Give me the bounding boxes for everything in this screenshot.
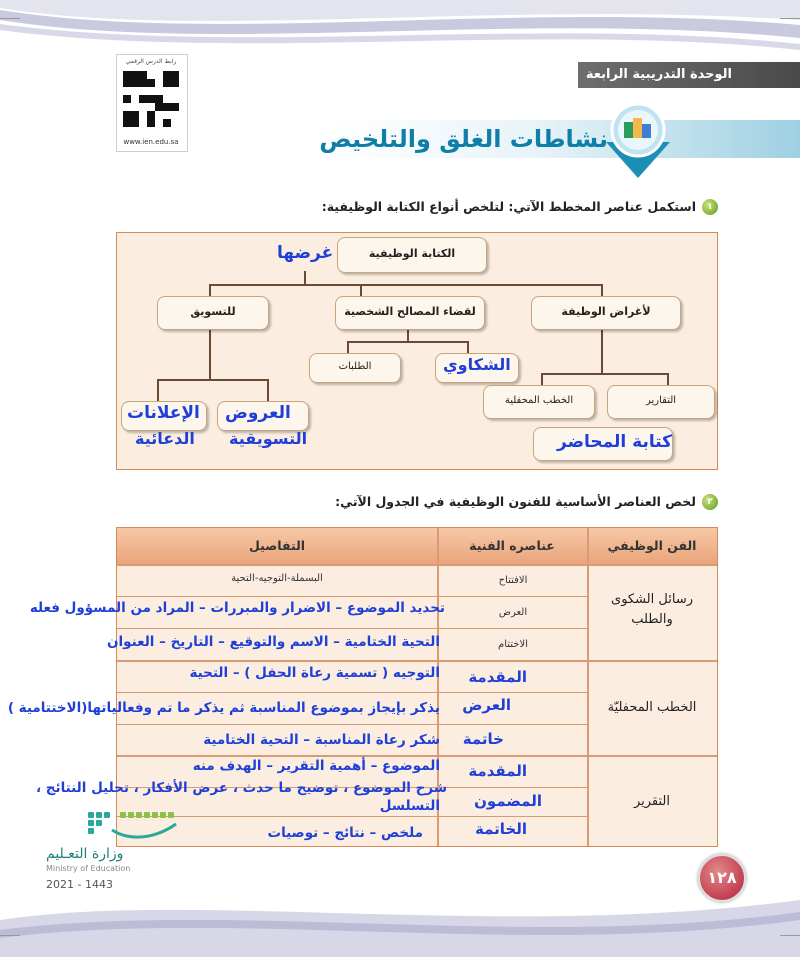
handwritten-minutes: كتابة المحاضر [557,432,673,452]
crop-mark [780,935,800,936]
functional-writing-diagram [116,232,718,470]
connector-line [209,284,601,286]
crop-mark [780,18,800,19]
handwritten-detail-report-body-line1: شرح الموضوع ، توضيح ما حدث ، عرض الأفكار ، تحليل النتائج ، [35,780,447,796]
handwritten-element-report-intro: المقدمة [468,762,527,780]
table-divider [117,596,587,597]
handwritten-offers-line2: التسويقية [229,429,308,448]
handwritten-complaints: الشكاوي [443,355,511,374]
handwritten-detail-report-body-line2: التسلسل [379,798,440,814]
table-divider [117,692,587,693]
node-reports: التقارير [607,385,715,419]
qr-label: رابط الدرس الرقمي [125,58,177,65]
unit-label-bar: الوحدة التدريبية الرابعة [578,62,800,88]
connector-line [157,379,159,403]
art-speeches: الخطب المحفليّة [607,700,697,715]
table-divider [117,755,717,757]
connector-line [304,271,306,285]
handwritten-element-intro: المقدمة [468,668,527,686]
crop-mark [0,18,20,19]
node-personal-interests: لقضاء المصالح الشخصية [335,296,485,330]
connector-line [347,341,469,343]
node-marketing: للتسويق [157,296,269,330]
node-requests: الطلبات [309,353,401,383]
art-complaint-letters: رسائل الشكوى والطلب [611,592,693,627]
ministry-logo-icon [86,808,180,844]
connector-line [209,328,211,380]
connector-line [407,328,409,342]
handwritten-detail-intro: التوجيه ( تسمية رعاة الحفل ) – التحية [189,665,440,681]
crop-mark [0,935,20,936]
node-job-purposes: لأغراض الوظيفة [531,296,681,330]
element-closing: الاختتام [498,639,528,650]
ministry-name-en: Ministry of Education [46,864,131,873]
header-elements: عناصره الفنية [437,528,587,564]
handwritten-detail-closing: التحية الختامية – الاسم والتوقيع – التاريخ – العنوان [106,634,440,650]
handwritten-detail-report-conclusion: ملخص – نتائج – توصيات [267,825,423,841]
functional-arts-table [7,527,718,847]
books-icon [598,100,678,180]
ministry-name-ar: وزارة التعـليم [46,846,124,862]
question-2-text: لخص العناصر الأساسية للفنون الوظيفية في الجدول الآتي: [335,494,696,509]
element-body: العرض [498,607,528,618]
detail-opening: البسملة-التوجيه-التحية [231,573,323,584]
table-divider [117,660,717,662]
handwritten-ads-line2: الدعائية [135,429,195,448]
handwritten-element-body: العرض [462,696,511,714]
qr-code-icon [123,71,179,127]
connector-line [601,328,603,374]
table-divider [117,628,587,629]
node-speeches: الخطب المحفلية [483,385,595,419]
header-details: التفاصيل [117,528,437,564]
handwritten-offers-line1: العروض [225,403,291,423]
handwritten-detail-body-speech: يذكر بإيجاز بموضوع المناسبة ثم يذكر ما تم وفعالياتها(الاختتامية ) [7,700,440,716]
table-divider [117,816,587,817]
table-divider [117,724,587,725]
page-title: نشاطات الغلق والتلخيص [319,125,608,153]
handwritten-ads-line1: الإعلانات [127,403,200,423]
node-root: الكتابة الوظيفية [337,237,487,273]
table-divider [117,564,717,566]
handwritten-element-report-body: المضمون [474,792,542,810]
connector-line [157,379,269,381]
edition-year: 2021 - 1443 [46,878,113,891]
handwritten-element-report-conclusion: الخاتمة [474,820,527,838]
art-report: التقرير [633,794,671,809]
header-art: الفن الوظيفي [587,528,717,564]
handwritten-detail-body: تحديد الموضوع – الاضرار والمبررات – المراد من المسؤول فعله [29,600,445,616]
handwritten-element-conclusion: خاتمة [462,730,504,748]
handwritten-detail-conclusion: شكر رعاة المناسبة – التحية الختامية [203,732,440,748]
page-title-band [319,120,800,158]
handwritten-detail-report-intro: الموضوع – أهمية التقرير – الهدف منه [192,758,440,774]
element-opening: الافتتاح [498,575,528,586]
bottom-decorative-swoosh [0,880,800,957]
question-number-badge: ٢ [702,494,718,510]
connector-line [541,373,669,375]
question-1-text: استكمل عناصر المخطط الآتي: لتلخص أنواع الكتابة الوظيفية: [321,199,696,214]
qr-url[interactable]: www.ien.edu.sa [123,138,179,146]
connector-line [267,379,269,403]
question-number-badge: ١ [702,199,718,215]
page-number-badge: ١٢٨ [698,854,746,902]
handwritten-root-purpose: غرضها [277,243,334,263]
